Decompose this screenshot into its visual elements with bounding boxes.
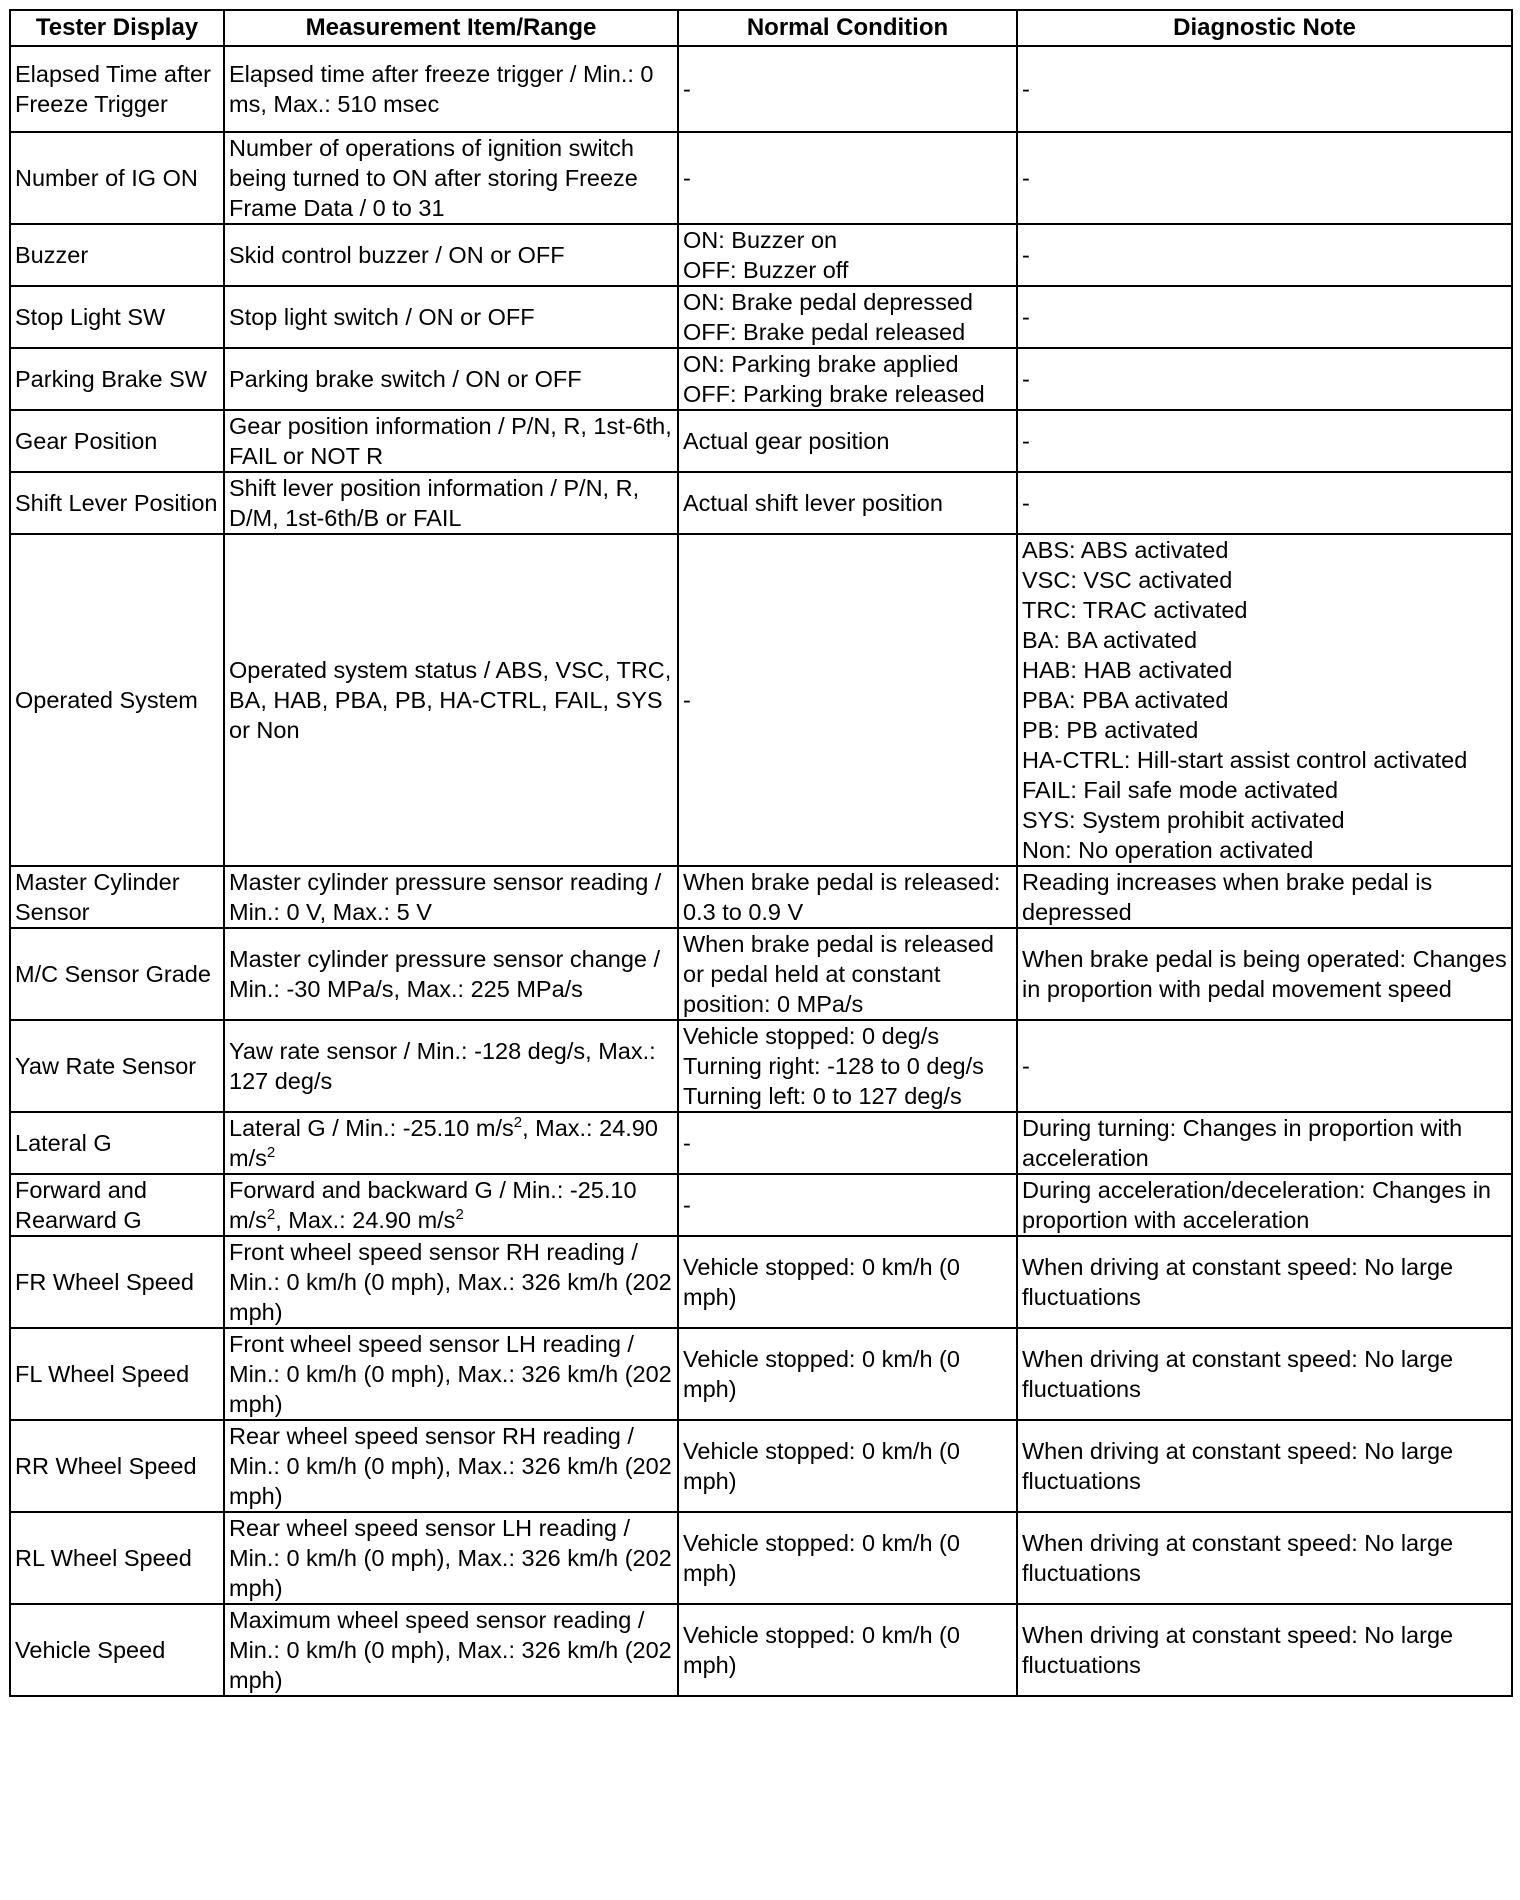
measurement-item-cell: Stop light switch / ON or OFF <box>224 286 678 348</box>
normal-condition-cell: When brake pedal is released: 0.3 to 0.9 V <box>678 866 1017 928</box>
diagnostic-note-cell: - <box>1017 132 1512 224</box>
diagnostic-note-cell: When brake pedal is being operated: Changes in proportion with pedal movement speed <box>1017 928 1512 1020</box>
measurement-item-cell: Master cylinder pressure sensor change / Min.: -30 MPa/s, Max.: 225 MPa/s <box>224 928 678 1020</box>
normal-condition-cell: Vehicle stopped: 0 km/h (0 mph) <box>678 1236 1017 1328</box>
table-row <box>10 1420 1512 1512</box>
tester-display-cell: FL Wheel Speed <box>10 1328 224 1420</box>
table-row <box>10 132 1512 224</box>
normal-condition-cell: Vehicle stopped: 0 km/h (0 mph) <box>678 1328 1017 1420</box>
table-row <box>10 1112 1512 1174</box>
table-row <box>10 1236 1512 1328</box>
header-tester-display: Tester Display <box>10 10 224 46</box>
measurement-item-cell: Maximum wheel speed sensor reading / Min.: 0 km/h (0 mph), Max.: 326 km/h (202 mph) <box>224 1604 678 1696</box>
measurement-item-cell: Operated system status / ABS, VSC, TRC, BA, HAB, PBA, PB, HA-CTRL, FAIL, SYS or Non <box>224 534 678 866</box>
normal-condition-cell: Vehicle stopped: 0 km/h (0 mph) <box>678 1604 1017 1696</box>
diagnostic-note-cell: - <box>1017 46 1512 132</box>
table-row <box>10 1328 1512 1420</box>
header-row <box>10 10 1512 46</box>
normal-condition-cell: Vehicle stopped: 0 deg/s Turning right: -128 to 0 deg/s Turning left: 0 to 127 deg/s <box>678 1020 1017 1112</box>
measurement-item-cell: Rear wheel speed sensor LH reading / Min.: 0 km/h (0 mph), Max.: 326 km/h (202 mph) <box>224 1512 678 1604</box>
normal-condition-cell: Actual gear position <box>678 410 1017 472</box>
table-row <box>10 1604 1512 1696</box>
diagnostic-note-cell: - <box>1017 410 1512 472</box>
normal-condition-cell: ON: Brake pedal depressed OFF: Brake pedal released <box>678 286 1017 348</box>
diagnostic-note-cell: When driving at constant speed: No large fluctuations <box>1017 1236 1512 1328</box>
table-row <box>10 1020 1512 1112</box>
measurement-item-cell: Forward and backward G / Min.: -25.10 $m/s^2$, Max.: 24.90 $m/s^2$ <box>224 1174 678 1236</box>
normal-condition-cell: Vehicle stopped: 0 km/h (0 mph) <box>678 1512 1017 1604</box>
normal-condition-cell: When brake pedal is released or pedal held at constant position: 0 MPa/s <box>678 928 1017 1020</box>
normal-condition-cell: - <box>678 46 1017 132</box>
header-measurement-item: Measurement Item/Range <box>224 10 678 46</box>
table-row <box>10 866 1512 928</box>
tester-display-cell: Stop Light SW <box>10 286 224 348</box>
measurement-item-cell: Shift lever position information / P/N, R, D/M, 1st-6th/B or FAIL <box>224 472 678 534</box>
table-row <box>10 534 1512 866</box>
measurement-item-cell: Elapsed time after freeze trigger / Min.: 0 ms, Max.: 510 msec <box>224 46 678 132</box>
tester-display-cell: FR Wheel Speed <box>10 1236 224 1328</box>
normal-condition-cell: ON: Buzzer on OFF: Buzzer off <box>678 224 1017 286</box>
diagnostic-note-cell: During turning: Changes in proportion with acceleration <box>1017 1112 1512 1174</box>
normal-condition-cell: Actual shift lever position <box>678 472 1017 534</box>
measurement-item-cell: Skid control buzzer / ON or OFF <box>224 224 678 286</box>
data-list-table <box>9 9 1513 1697</box>
measurement-item-cell: Master cylinder pressure sensor reading / Min.: 0 V, Max.: 5 V <box>224 866 678 928</box>
table-row <box>10 224 1512 286</box>
measurement-item-cell: Rear wheel speed sensor RH reading / Min.: 0 km/h (0 mph), Max.: 326 km/h (202 mph) <box>224 1420 678 1512</box>
header-diagnostic-note: Diagnostic Note <box>1017 10 1512 46</box>
tester-display-cell: Number of IG ON <box>10 132 224 224</box>
normal-condition-cell: ON: Parking brake applied OFF: Parking brake released <box>678 348 1017 410</box>
tester-display-cell: Master Cylinder Sensor <box>10 866 224 928</box>
table-row <box>10 1174 1512 1236</box>
tester-display-cell: Vehicle Speed <box>10 1604 224 1696</box>
normal-condition-cell: - <box>678 132 1017 224</box>
table-row <box>10 286 1512 348</box>
tester-display-cell: Parking Brake SW <box>10 348 224 410</box>
tester-display-cell: Elapsed Time after Freeze Trigger <box>10 46 224 132</box>
tester-display-cell: Gear Position <box>10 410 224 472</box>
table-row <box>10 348 1512 410</box>
table-row <box>10 410 1512 472</box>
diagnostic-note-cell: - <box>1017 286 1512 348</box>
measurement-item-cell: Gear position information / P/N, R, 1st-6th, FAIL or NOT R <box>224 410 678 472</box>
normal-condition-cell: - <box>678 534 1017 866</box>
tester-display-cell: Lateral G <box>10 1112 224 1174</box>
tester-display-cell: Operated System <box>10 534 224 866</box>
measurement-item-cell: Lateral G / Min.: -25.10 $m/s^2$, Max.: 24.90 $m/s^2$ <box>224 1112 678 1174</box>
table-row <box>10 928 1512 1020</box>
normal-condition-cell: - <box>678 1112 1017 1174</box>
diagnostic-note-cell: - <box>1017 472 1512 534</box>
diagnostic-note-cell: - <box>1017 224 1512 286</box>
table-row <box>10 472 1512 534</box>
diagnostic-note-cell: When driving at constant speed: No large fluctuations <box>1017 1420 1512 1512</box>
diagnostic-note-cell: - <box>1017 348 1512 410</box>
normal-condition-cell: - <box>678 1174 1017 1236</box>
diagnostic-note-cell: During acceleration/deceleration: Changes in proportion with acceleration <box>1017 1174 1512 1236</box>
table-header <box>10 10 1512 46</box>
measurement-item-cell: Number of operations of ignition switch being turned to ON after storing Freeze Frame Data / 0 to 31 <box>224 132 678 224</box>
measurement-item-cell: Parking brake switch / ON or OFF <box>224 348 678 410</box>
diagnostic-note-cell: When driving at constant speed: No large fluctuations <box>1017 1328 1512 1420</box>
measurement-item-cell: Yaw rate sensor / Min.: -128 deg/s, Max.: 127 deg/s <box>224 1020 678 1112</box>
tester-display-cell: Yaw Rate Sensor <box>10 1020 224 1112</box>
diagnostic-note-cell: ABS: ABS activated VSC: VSC activated TRC: TRAC activated BA: BA activated HAB: HAB activated PBA: PBA activated PB: PB activated HA-CTRL: Hill-start assist control activated FAIL: Fail safe mode activated SYS: System prohibit activated Non: No operation activated <box>1017 534 1512 866</box>
measurement-item-cell: Front wheel speed sensor LH reading / Min.: 0 km/h (0 mph), Max.: 326 km/h (202 mph) <box>224 1328 678 1420</box>
diagnostic-note-cell: When driving at constant speed: No large fluctuations <box>1017 1604 1512 1696</box>
tester-display-cell: RL Wheel Speed <box>10 1512 224 1604</box>
diagnostic-note-cell: When driving at constant speed: No large fluctuations <box>1017 1512 1512 1604</box>
table-body <box>10 46 1512 1696</box>
tester-display-cell: Shift Lever Position <box>10 472 224 534</box>
tester-display-cell: Forward and Rearward G <box>10 1174 224 1236</box>
measurement-item-cell: Front wheel speed sensor RH reading / Min.: 0 km/h (0 mph), Max.: 326 km/h (202 mph) <box>224 1236 678 1328</box>
header-normal-condition: Normal Condition <box>678 10 1017 46</box>
table-row <box>10 46 1512 132</box>
diagnostic-note-cell: Reading increases when brake pedal is depressed <box>1017 866 1512 928</box>
table-row <box>10 1512 1512 1604</box>
tester-display-cell: RR Wheel Speed <box>10 1420 224 1512</box>
normal-condition-cell: Vehicle stopped: 0 km/h (0 mph) <box>678 1420 1017 1512</box>
tester-display-cell: M/C Sensor Grade <box>10 928 224 1020</box>
tester-display-cell: Buzzer <box>10 224 224 286</box>
diagnostic-note-cell: - <box>1017 1020 1512 1112</box>
